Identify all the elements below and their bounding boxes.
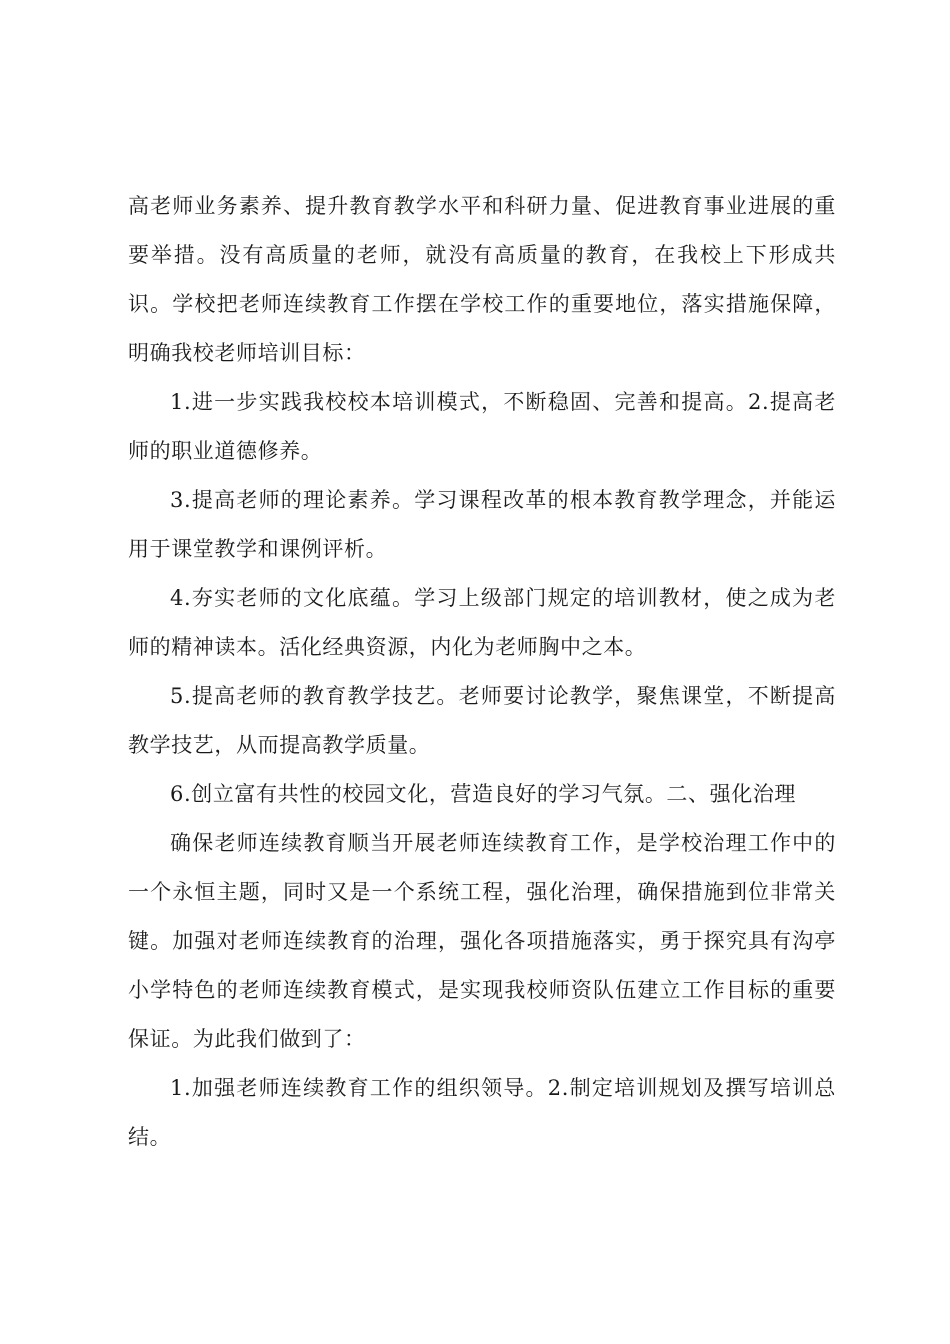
paragraph-measures: 1.加强老师连续教育工作的组织领导。2.制定培训规划及撰写培训总结。 — [128, 1076, 836, 1149]
paragraph-management: 确保老师连续教育顺当开展老师连续教育工作，是学校治理工作中的一个永恒主题，同时又是一个系统工程，强化治理，确保措施到位非常关键。加强对老师连续教育的治理，强化各项措施落实，勇于探究具有沟亭小学特色的老师连续教育模式，是实现我校师资队伍建立工作目标的重要保证。为此我们做到了： — [128, 831, 836, 1051]
paragraph-goal-4: 4.夯实老师的文化底蕴。学习上级部门规定的培训教材，使之成为老师的精神读本。活化经典资源，内化为老师胸中之本。 — [128, 586, 836, 659]
paragraph-goal-5: 5.提高老师的教育教学技艺。老师要讨论教学，聚焦课堂，不断提高教学技艺，从而提高教学质量。 — [128, 684, 836, 757]
paragraph-goal-6: 6.创立富有共性的校园文化，营造良好的学习气氛。二、强化治理 — [170, 782, 797, 806]
paragraph-goal-3: 3.提高老师的理论素养。学习课程改革的根本教育教学理念，并能运用于课堂教学和课例评析。 — [128, 488, 836, 561]
paragraph-intro: 高老师业务素养、提升教育教学水平和科研力量、促进教育事业进展的重要举措。没有高质量的老师，就没有高质量的教育，在我校上下形成共识。学校把老师连续教育工作摆在学校工作的重要地位，落实措施保障，明确我校老师培训目标： — [128, 194, 836, 365]
document-body — [128, 182, 836, 1162]
paragraph-goal-1-2: 1.进一步实践我校校本培训模式，不断稳固、完善和提高。2.提高老师的职业道德修养。 — [128, 390, 836, 463]
